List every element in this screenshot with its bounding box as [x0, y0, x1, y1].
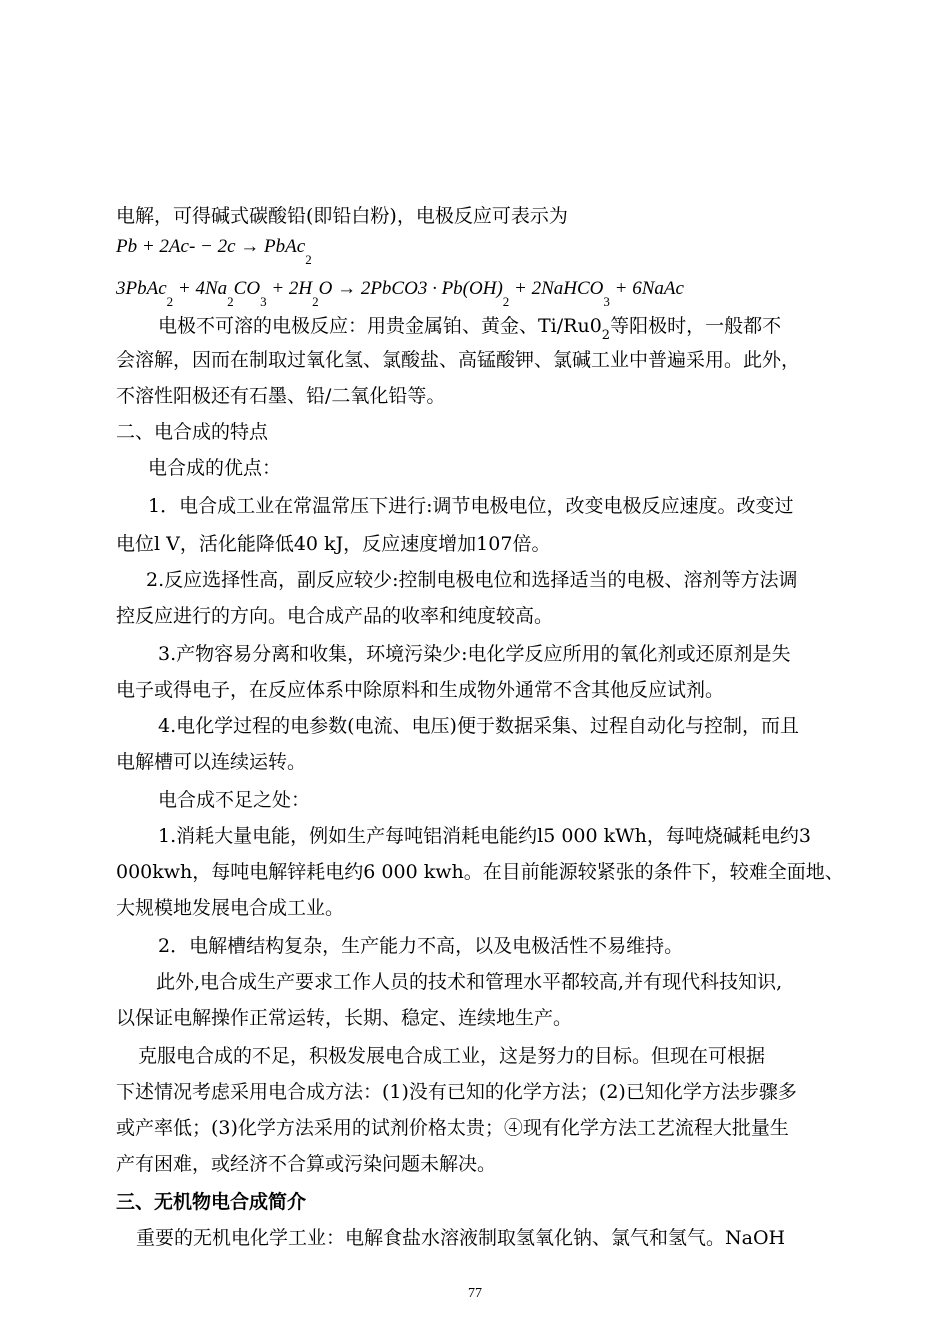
equation-1-main: Pb + 2Ac- − 2c → PbAc [116, 236, 306, 257]
text-span: 等阳极时，一般都不 [610, 315, 782, 337]
eq2-sub: 3 [603, 294, 610, 309]
text-span: 电极不可溶的电极反应：用贵金属铂、黄金、Ti/Ru0 [158, 315, 602, 337]
paragraph-line: 此外,电合成生产要求工作人员的技术和管理水平都较高,并有现代科技知识, [156, 971, 783, 993]
eq2-part: O → 2PbCO3 · Pb(OH) [318, 278, 503, 299]
paragraph-line: 控反应进行的方向。电合成产品的收率和纯度较高。 [116, 605, 554, 627]
section-heading: 三、无机物电合成简介 [116, 1191, 307, 1213]
paragraph-line: 或产率低；(3)化学方法采用的试剂价格太贵；④现有化学方法工艺流程大批量生 [116, 1117, 789, 1139]
eq2-part: CO [233, 278, 261, 299]
paragraph-line: 1.消耗大量电能，例如生产每吨铝消耗电能约l5 000 kWh，每吨烧碱耗电约3 [158, 825, 812, 847]
paragraph-line: 克服电合成的不足，积极发展电合成工业，这是努力的目标。但现在可根据 [138, 1045, 766, 1067]
paragraph-line: 1．电合成工业在常温常压下进行:调节电极电位，改变电极反应速度。改变过 [148, 495, 794, 517]
paragraph-line: 产有困难，或经济不合算或污染问题未解决。 [116, 1153, 497, 1175]
paragraph-line: 不溶性阳极还有石墨、铅/二氧化铅等。 [116, 385, 446, 407]
eq2-part: + 6NaAc [609, 278, 684, 299]
equation-1 [116, 236, 312, 267]
paragraph-line: 000kwh，每吨电解锌耗电约6 000 kwh。在目前能源较紧张的条件下，较难全面地、 [116, 861, 844, 883]
eq2-part: + 4Na [173, 278, 228, 299]
subheading: 电合成不足之处： [158, 789, 311, 811]
ru-subscript: 2 [601, 328, 611, 343]
paragraph-line: 下述情况考虑采用电合成方法：(1)没有已知的化学方法；(2)已知化学方法步骤多 [116, 1081, 797, 1103]
paragraph-line: 以保证电解操作正常运转，长期、稳定、连续地生产。 [116, 1007, 573, 1029]
paragraph-line: 电解，可得碱式碳酸铅(即铅白粉)，电极反应可表示为 [116, 205, 568, 227]
paragraph-line: 大规模地发展电合成工业。 [116, 897, 345, 919]
eq2-part: + 2H [266, 278, 313, 299]
paragraph-line: 电解槽可以连续运转。 [116, 751, 307, 773]
eq2-part: 3PbAc [116, 278, 167, 299]
eq2-sub: 2 [502, 294, 510, 309]
subheading: 电合成的优点： [148, 457, 282, 479]
paragraph-line: 电位l V，活化能降低40 kJ，反应速度增加107倍。 [116, 533, 551, 555]
paragraph-line [158, 312, 781, 343]
page-number: 77 [468, 1286, 482, 1301]
equation-1-sub: 2 [305, 252, 312, 267]
paragraph-line: 4.电化学过程的电参数(电流、电压)便于数据采集、过程自动化与控制，而且 [158, 715, 799, 737]
paragraph-line: 2．电解槽结构复杂，生产能力不高，以及电极活性不易维持。 [158, 935, 684, 957]
eq2-part: + 2NaHCO [509, 278, 604, 299]
eq2-sub: 2 [312, 294, 319, 309]
paragraph-line: 3.产物容易分离和收集，环境污染少:电化学反应所用的氧化剂或还原剂是失 [158, 643, 791, 665]
paragraph-line: 电子或得电子，在反应体系中除原料和生成物外通常不含其他反应试剂。 [116, 679, 725, 701]
paragraph-line: 会溶解，因而在制取过氧化氢、氯酸盐、高锰酸钾、氯碱工业中普遍采用。此外， [116, 349, 801, 371]
section-heading: 二、电合成的特点 [116, 421, 269, 443]
paragraph-line: 重要的无机电化学工业：电解食盐水溶液制取氢氧化钠、氯气和氢气。NaOH [136, 1227, 786, 1249]
eq2-sub: 2 [227, 294, 234, 309]
paragraph-line: 2.反应选择性高，副反应较少:控制电极电位和选择适当的电极、溶剂等方法调 [146, 569, 798, 591]
eq2-sub: 2 [166, 294, 174, 309]
eq2-sub: 3 [260, 294, 267, 309]
equation-2 [116, 278, 684, 309]
